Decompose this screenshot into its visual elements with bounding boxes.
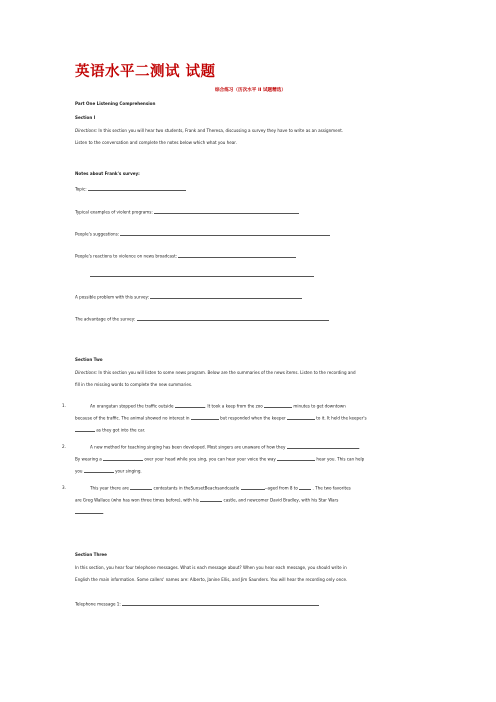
item-text: This year there are <box>90 485 131 491</box>
answer-blank[interactable] <box>154 209 299 214</box>
answer-blank[interactable] <box>241 485 265 490</box>
answer-blank[interactable] <box>122 601 319 606</box>
note-violent-programs <box>75 209 299 215</box>
answer-blank[interactable] <box>103 456 143 461</box>
item-2-line-1 <box>90 444 360 450</box>
item-text: An orangutan stopped the traffic outside <box>90 403 175 409</box>
item-text: contestants in theSunsetBeachsandcastle <box>152 485 241 491</box>
item-1-line-3 <box>75 427 145 433</box>
item-text: as they got into the car. <box>95 427 146 433</box>
answer-blank[interactable] <box>264 403 292 408</box>
answer-blank[interactable] <box>175 403 205 408</box>
answer-blank[interactable] <box>191 415 219 420</box>
note-label: The advantage of the survey: <box>75 316 137 322</box>
item-number: 2. <box>62 444 66 449</box>
message-label: Telephone message 1: <box>75 601 123 607</box>
item-text: . It took a keep from the zoo <box>204 403 265 409</box>
section-three-heading: Section Three <box>75 552 107 557</box>
answer-blank[interactable] <box>88 186 186 191</box>
note-label: A possible problem with this survey: <box>75 294 151 300</box>
item-text: By wearing a <box>75 456 104 462</box>
document-title: 英语水平二测试 试题 <box>75 64 216 80</box>
item-text: --aged from 8 to <box>264 485 300 491</box>
note-label: People's suggestions: <box>75 231 121 237</box>
answer-blank[interactable] <box>150 294 302 299</box>
directions-text: : In this section you will listen to some news program. Below are the summaries of the news items. Listen to the recording and <box>95 370 356 375</box>
telephone-message-1 <box>75 601 319 607</box>
section-one-directions-line-1 <box>75 128 343 133</box>
item-text: castle, and newcomer David Bradley, with his Star Wars <box>222 497 339 503</box>
item-text: minutes to get downtown <box>292 403 346 409</box>
answer-blank[interactable] <box>277 456 315 461</box>
item-text: . The two favorites <box>311 485 351 491</box>
answer-blank[interactable] <box>287 415 315 420</box>
item-text: hear you. This can help <box>315 456 365 462</box>
note-reactions <box>75 253 296 259</box>
item-3-line-3 <box>75 509 104 515</box>
item-text: because of the traffic. The animal showed no interest in <box>75 415 191 421</box>
item-2-line-2 <box>75 456 364 462</box>
section-two-heading: Section Two <box>75 357 103 362</box>
item-number: 1. <box>62 403 66 408</box>
note-possible-problem <box>75 294 302 300</box>
item-3-line-2 <box>75 497 338 503</box>
item-text: your singing. <box>113 468 142 474</box>
note-label: Typical examples of violent programs: <box>75 209 155 215</box>
section-one-directions-line-2: Listen to the conversation and complete the notes below which what you hear. <box>75 140 237 145</box>
note-suggestions <box>75 231 330 237</box>
directions-label: Directions <box>75 370 96 375</box>
item-text: are Greg Wallace (who has won three times before), with his <box>75 497 201 503</box>
directions-label: Directions <box>75 128 96 133</box>
answer-blank[interactable] <box>84 468 114 473</box>
item-1-line-1 <box>90 403 346 409</box>
answer-blank[interactable] <box>200 497 222 502</box>
answer-blank[interactable] <box>120 231 330 236</box>
note-label: Topic: <box>75 186 88 192</box>
item-text: . <box>103 509 105 515</box>
answer-blank[interactable] <box>75 427 95 432</box>
answer-blank[interactable] <box>75 509 103 514</box>
section-three-line-2: English the main information. Some callers' names are: Alberto, Janine Ellis, and Jim Saunders. You will hear the recording only once. <box>75 577 348 582</box>
item-text: . <box>358 444 361 450</box>
note-topic <box>75 186 186 192</box>
item-2-line-3 <box>75 468 142 474</box>
item-text: but responded when the keeper <box>218 415 287 421</box>
directions-text: : In this section you will hear two students, Frank and Theresa, discussing a survey they have to write as an assignment. <box>95 128 344 133</box>
item-text: to it. It held the keeper's <box>314 415 367 421</box>
notes-heading: Notes about Frank's survey: <box>75 171 140 176</box>
section-two-directions-line-2: fill in the missing words to complete the new summaries. <box>75 382 193 387</box>
item-1-line-2 <box>75 415 367 421</box>
answer-blank[interactable] <box>287 444 359 449</box>
answer-blank[interactable] <box>178 253 296 258</box>
answer-blank[interactable] <box>137 316 329 321</box>
document-subtitle: 综合练习（历次水平 II 试题精选） <box>215 88 286 93</box>
item-number: 3. <box>62 485 66 490</box>
answer-blank[interactable] <box>130 485 152 490</box>
section-one-heading: Section I <box>75 115 96 120</box>
note-advantage <box>75 316 329 322</box>
section-three-line-1: In this section, you hear four telephone messages. What is each message about? When you hear each message, you should write in <box>75 565 347 570</box>
item-text: you <box>75 468 84 474</box>
item-3-line-1 <box>90 485 351 491</box>
answer-blank[interactable] <box>299 485 311 490</box>
item-text: A new method for teaching singing has been developed. Most singers are unaware of how they <box>90 444 287 450</box>
note-label: People's reactions to violence on news broadcast: <box>75 253 179 259</box>
item-text: over your head while you sing, you can hear your voice the way <box>143 456 278 462</box>
section-two-directions-line-1 <box>75 370 356 375</box>
answer-line-continuation[interactable] <box>90 276 314 277</box>
part-one-heading: Part One Listening Comprehension <box>75 101 156 106</box>
